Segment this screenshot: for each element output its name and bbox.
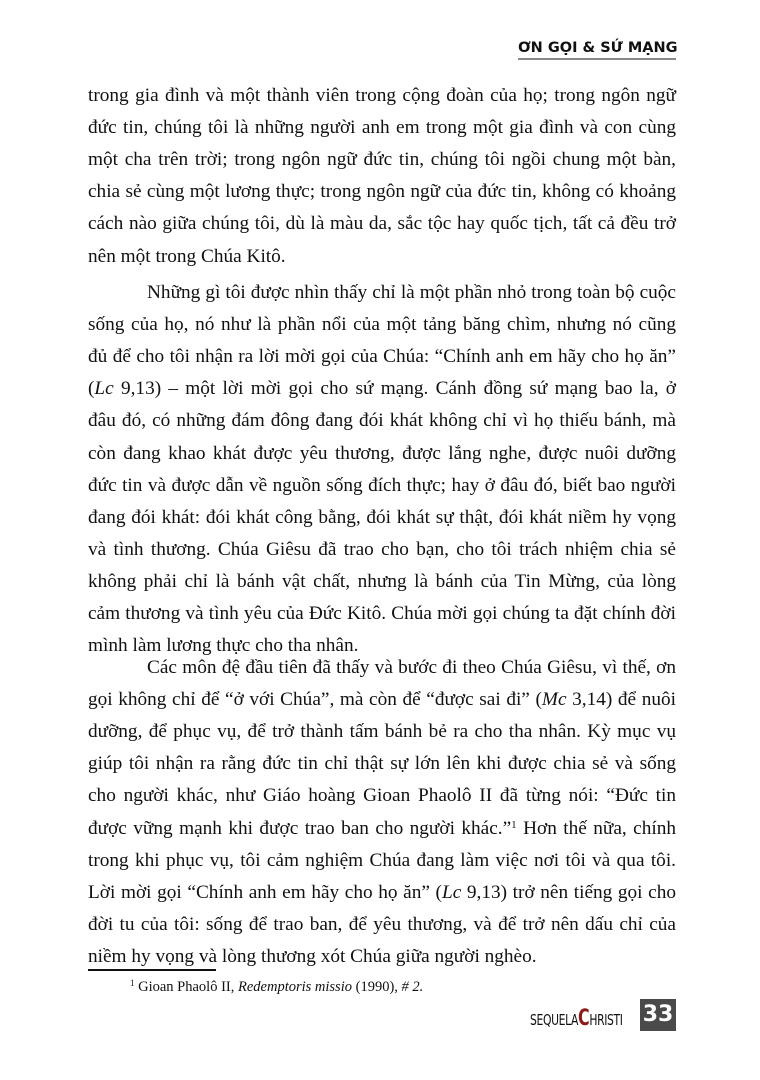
text-line <box>88 470 676 502</box>
text-segment: gọi không chỉ để “ở với Chúa”, mà còn để “được sai đi” ( <box>88 689 542 711</box>
text-segment: mình làm lương thực cho tha nhân. <box>88 635 359 657</box>
text-segment: đời tu của tôi: sống để trao ban, để yêu thương, và để trở nên dấu chỉ của <box>88 913 676 935</box>
text-line <box>88 176 676 208</box>
footnote-ref: # 2. <box>401 979 424 995</box>
text-line <box>147 652 676 684</box>
text-line <box>88 309 676 341</box>
text-segment: dưỡng, để phục vụ, để trở thành tấm bánh bẻ ra cho tha nhân. Kỳ mục vụ <box>88 721 676 743</box>
text-segment: đức tin, chúng tôi là những người anh em trong một gia đình và con cùng <box>88 117 676 139</box>
footnote-title: Redemptoris missio <box>238 979 352 995</box>
sequela-christi-logo <box>530 1006 623 1031</box>
logo-part: HRISTI <box>589 1011 623 1029</box>
text-segment: một cha trên trời; trong ngôn ngữ đức tin, chúng tôi ngồi chung một bàn, <box>88 149 676 171</box>
text-segment: trong khi phục vụ, tôi cảm nghiệm Chúa đang làm việc nơi tôi và qua tôi. <box>88 849 676 871</box>
text-segment: nên một trong Chúa Kitô. <box>88 245 286 267</box>
text-segment: đâu đó, có những đám đông đang đói khát không chỉ vì họ thiếu bánh, mà <box>88 410 676 432</box>
text-segment: 3,14) để nuôi <box>566 689 676 711</box>
text-line <box>88 598 676 630</box>
text-segment: cảm thương và tình yêu của Đức Kitô. Chúa mời gọi chúng ta đặt chính đời <box>88 603 676 624</box>
text-segment: ( <box>88 378 95 400</box>
text-segment: Các môn đệ đầu tiên đã thấy và bước đi theo Chúa Giêsu, vì thế, ơn <box>147 657 676 678</box>
text-line <box>88 112 676 144</box>
text-line <box>88 780 676 812</box>
text-line <box>88 534 676 566</box>
text-segment: đủ để cho tôi nhận ra lời mời gọi của Chúa: “Chính anh em hãy cho họ ăn” <box>88 346 676 368</box>
text-segment: và tình thương. Chúa Giêsu đã trao cho bạn, cho tôi trách nhiệm chia sẻ <box>88 538 676 560</box>
footnote-marker: 1 <box>511 818 517 831</box>
text-segment: được vững mạnh khi được trao ban cho người khác.” <box>88 817 512 839</box>
text-segment: chia sẻ cùng một lương thực; trong ngôn ngữ của đức tin, không có khoảng <box>88 181 676 203</box>
text-line <box>88 684 676 716</box>
text-segment: giúp tôi nhận ra rằng đức tin chỉ thật sự lớn lên khi được chia sẻ và sống <box>88 753 676 775</box>
text-segment: Lời mời gọi “Chính anh em hãy cho họ ăn” ( <box>88 881 442 903</box>
text-line <box>88 909 676 941</box>
scripture-ref: Lc <box>441 881 462 903</box>
text-line <box>147 277 676 309</box>
text-line <box>88 80 676 112</box>
text-segment: không phải chỉ là bánh vật chất, nhưng là bánh của Tin Mừng, của lòng <box>88 570 676 592</box>
text-line <box>88 813 676 845</box>
text-line <box>88 405 676 437</box>
page-number: 33 <box>640 999 676 1031</box>
text-segment: sống của họ, nó như là phần nổi của một tảng băng chìm, nhưng nó cũng <box>88 314 676 336</box>
text-segment: cho người khác, như Giáo hoàng Gioan Phaolô II đã từng nói: “Đức tin <box>88 785 676 807</box>
text-line <box>88 748 676 780</box>
text-line <box>88 208 676 240</box>
text-line <box>88 241 676 273</box>
text-line <box>88 438 676 470</box>
text-line <box>88 877 676 909</box>
text-line <box>88 845 676 877</box>
text-segment: đang đói khát: đói khát công bằng, đói khát sự thật, đói khát niềm hy vọng <box>88 506 676 528</box>
text-line <box>88 566 676 598</box>
text-segment: Những gì tôi được nhìn thấy chỉ là một phần nhỏ trong toàn bộ cuộc <box>147 282 676 303</box>
running-header: ƠN GỌI & SỨ MẠNG <box>518 40 676 60</box>
text-line <box>88 341 676 373</box>
text-line <box>88 373 676 405</box>
footnote-divider <box>88 969 216 971</box>
text-segment: trong gia đình và một thành viên trong cộng đoàn của họ; trong ngôn ngữ <box>88 85 676 106</box>
logo-part: C <box>578 1006 590 1031</box>
footnote-year: (1990), <box>351 979 402 995</box>
footnote-number: 1 <box>130 978 135 988</box>
footnote-author: Gioan Phaolô II, <box>134 979 238 995</box>
text-segment: 9,13) – một lời mời gọi cho sứ mạng. Cánh đồng sứ mạng bao la, ở <box>113 378 676 400</box>
logo-part: SEQUELA <box>530 1011 579 1029</box>
text-segment: 9,13) trở nên tiếng gọi cho <box>461 881 677 903</box>
text-line <box>88 716 676 748</box>
footnote <box>130 979 423 996</box>
text-segment: niềm hy vọng và lòng thương xót Chúa giữa người nghèo. <box>88 945 537 967</box>
text-segment: đức tin và được dẫn về nguồn sống đích thực; hay ở đâu đó, biết bao người <box>88 474 676 496</box>
scripture-ref: Lc <box>94 378 114 400</box>
text-segment: còn đang khao khát được yêu thương, được lắng nghe, được nuôi dưỡng <box>88 442 676 464</box>
text-segment: cách nào giữa chúng tôi, dù là màu da, sắc tộc hay quốc tịch, tất cả đều trở <box>88 213 676 235</box>
text-line <box>88 144 676 176</box>
text-segment: Hơn thế nữa, chính <box>516 817 676 839</box>
scripture-ref: Mc <box>541 689 567 711</box>
text-line <box>88 502 676 534</box>
